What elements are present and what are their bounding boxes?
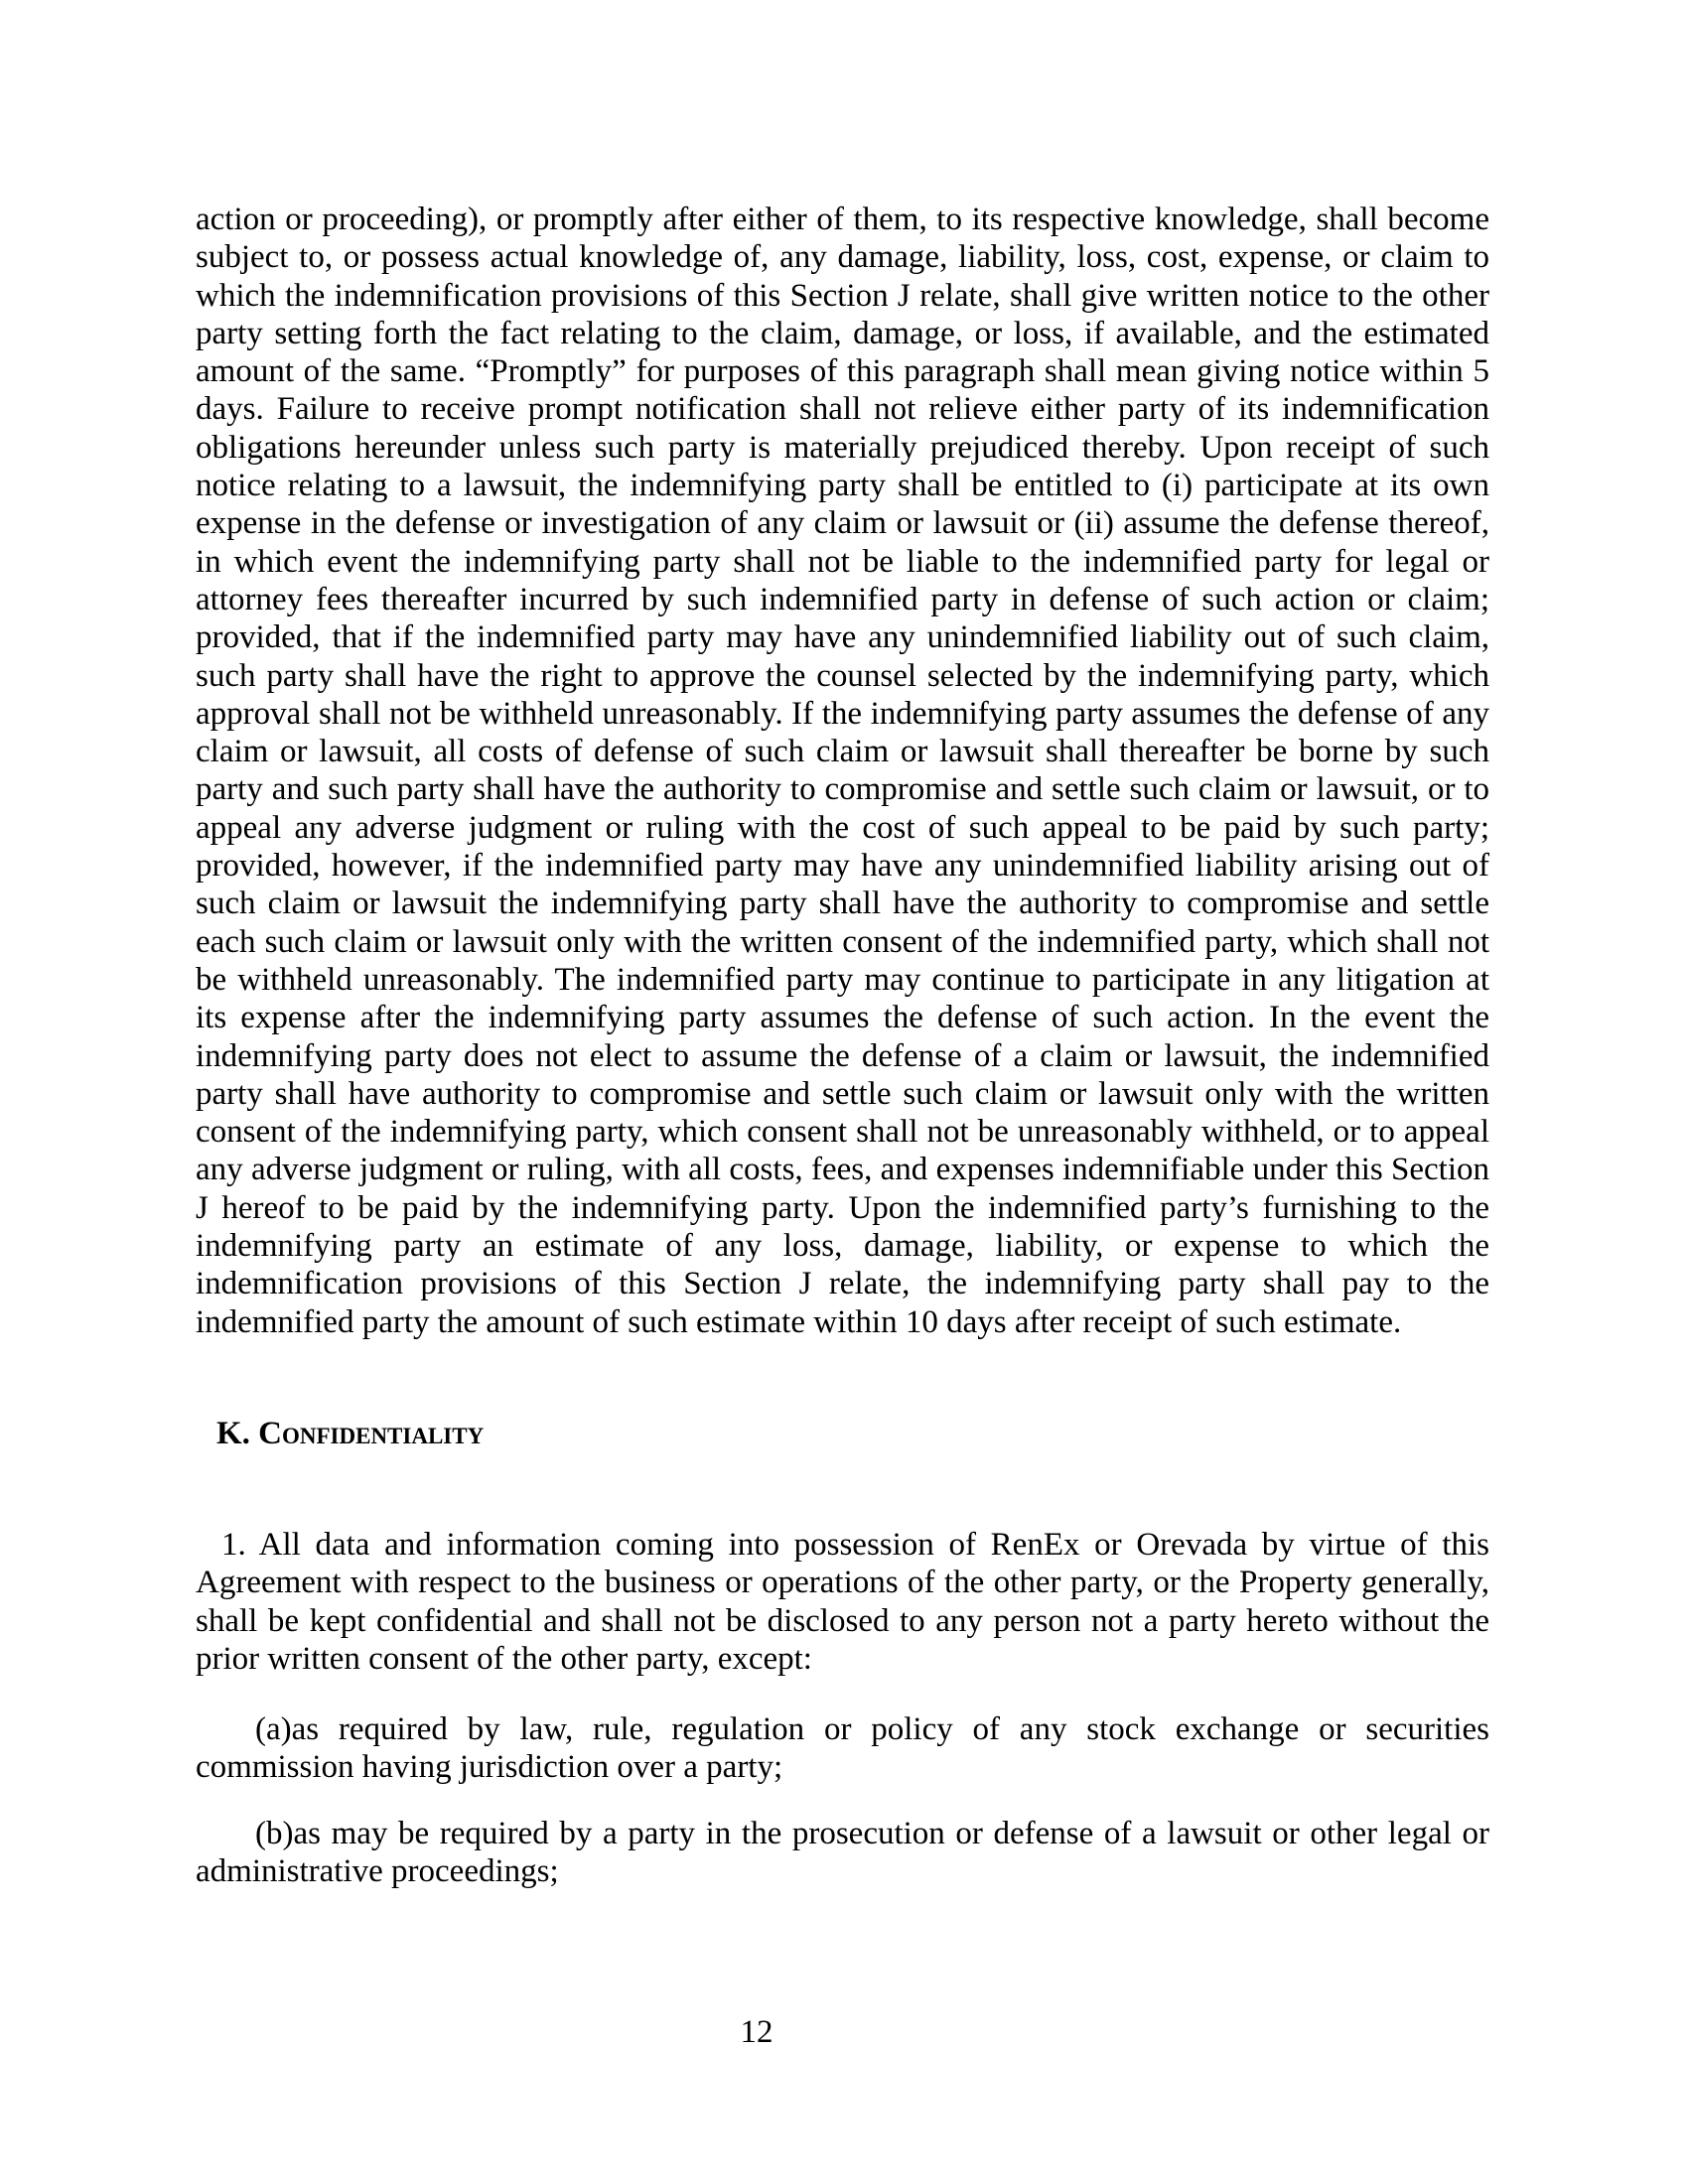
indemnification-body-paragraph: action or proceeding), or promptly after either of them, to its respective knowledge, shall become subject to, or possess actual knowledge of, any damage, liability, loss, cost, expense, or claim to which the indemnification provisions of this Section J relate, shall give written notice to the other party setting forth the fact relating to the claim, damage, or loss, if available, and the estimated amount of the same. “Promptly” for purposes of this paragraph shall mean giving notice within 5 days. Failure to receive prompt notification shall not relieve either party of its indemnification obligations hereunder unless such party is materially prejudiced thereby. Upon receipt of such notice relating to a lawsuit, the indemnifying party shall be entitled to (i) participate at its own expense in the defense or investigation of any claim or lawsuit or (ii) assume the defense thereof, in which event the indemnifying party shall not be liable to the indemnified party for legal or attorney fees thereafter incurred by such indemnified party in defense of such action or claim; provided, that if the indemnified party may have any unindemnified liability out of such claim, such party shall have the right to approve the counsel selected by the indemnifying party, which approval shall not be withheld unreasonably. If the indemnifying party assumes the defense of any claim or lawsuit, all costs of defense of such claim or lawsuit shall thereafter be borne by such party and such party shall have the authority to compromise and settle such claim or lawsuit, or to appeal any adverse judgment or ruling with the cost of such appeal to be paid by such party; provided, however, if the indemnified party may have any unindemnified liability arising out of such claim or lawsuit the indemnifying party shall have the authority to compromise and settle each such claim or lawsuit only with the written consent of the indemnified party, which shall not be withheld unreasonably. The indemnified party may continue to participate in any litigation at its expense after the indemnifying party assumes the defense of such action. In the event the indemnifying party does not elect to assume the defense of a claim or lawsuit, the indemnified party shall have authority to compromise and settle such claim or lawsuit only with the written consent of the indemnifying party, which consent shall not be unreasonably withheld, or to appeal any adverse judgment or ruling, with all costs, fees, and expenses indemnifiable under this Section J hereof to be paid by the indemnifying party. Upon the indemnified party’s furnishing to the indemnifying party an estimate of any loss, damage, liability, or expense to which the indemnification provisions of this Section J relate, the indemnifying party shall pay to the indemnified party the amount of such estimate within 10 days after receipt of such estimate. — [196, 202, 1489, 1340]
confidentiality-paragraph-1: 1. All data and information coming into possession of RenEx or Orevada by virtue of this Agreement with respect to the business or operations of the other party, or the Property generally, shall be kept confidential and shall not be disclosed to any person not a party hereto without the prior written consent of the other party, except: — [196, 1527, 1489, 1677]
confidentiality-item-a: (a)as required by law, rule, regulation or policy of any stock exchange or securities commission having jurisdiction over a party; — [196, 1711, 1489, 1786]
page-number: 12 — [740, 2014, 774, 2050]
confidentiality-item-b: (b)as may be required by a party in the prosecution or defense of a lawsuit or other legal or administrative proceedings; — [196, 1816, 1489, 1890]
section-heading-confidentiality: K. Confidentiality — [216, 1416, 485, 1451]
